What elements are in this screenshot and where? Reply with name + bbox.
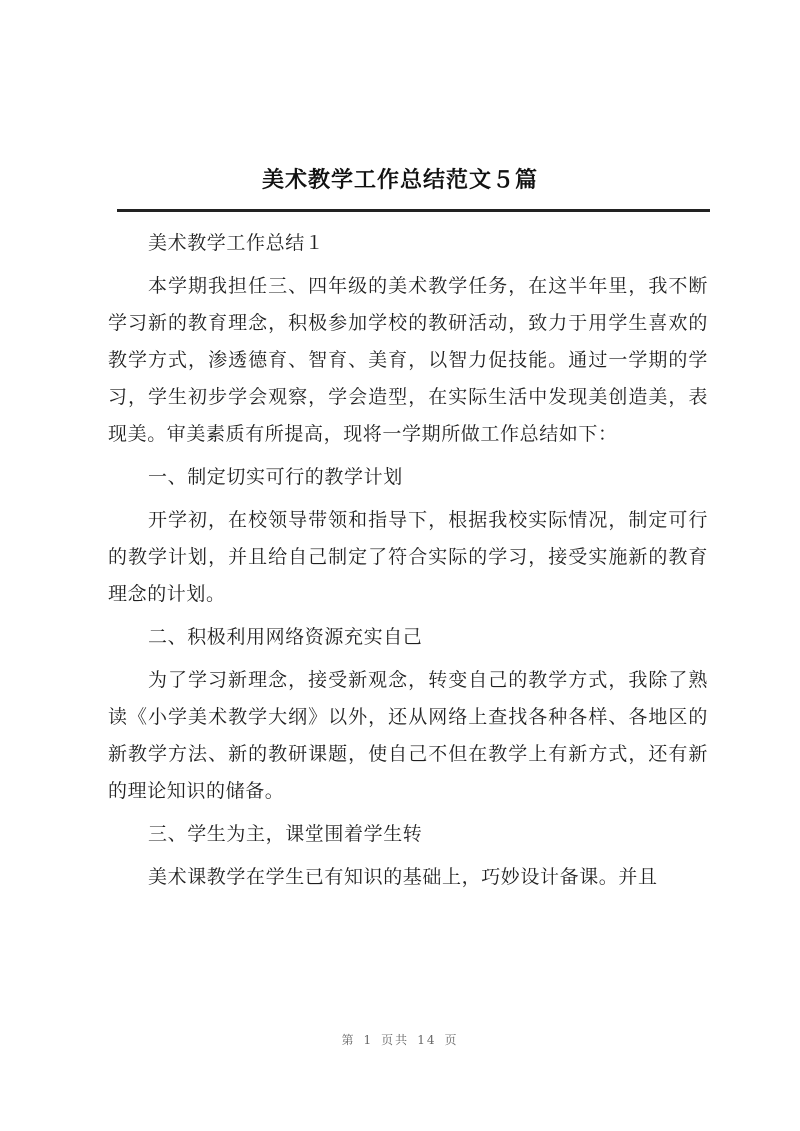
document-title: 美术教学工作总结范文５篇 [261,167,538,193]
page-footer [0,1031,800,1048]
section-heading: 三、学生为主，课堂围着学生转 [148,823,423,845]
page-number: 1 [363,1033,374,1047]
document-body [108,225,708,902]
section-heading: 美术教学工作总结１ [148,232,325,254]
body-paragraph: 开学初，在校领导带领和指导下，根据我校实际情况，制定可行的教学计划，并且给自己制定了符合实际的学习，接受实施新的教育理念的计划。 [108,509,708,605]
page-label-suffix: 页 [444,1033,459,1047]
section-heading: 一、制定切实可行的教学计划 [148,466,403,488]
section-heading: 二、积极利用网络资源充实自己 [148,626,423,648]
body-paragraph: 美术课教学在学生已有知识的基础上，巧妙设计备课。并且 [148,866,658,888]
body-paragraph: 本学期我担任三、四年级的美术教学任务，在这半年里，我不断学习新的教育理念，积极参加学校的教研活动，致力于用学生喜欢的教学方式，渗透德育、智育、美育，以智力促技能。通过一学期的学习，学生初步学会观察，学会造型，在实际生活中发现美创造美，表现美。审美素质有所提高，现将一学期所做工作总结如下： [108,275,708,445]
page-label-prefix: 第 [341,1033,356,1047]
title-underline [117,209,710,212]
page-label-middle: 页共 [381,1033,410,1047]
body-paragraph: 为了学习新理念，接受新观念，转变自己的教学方式，我除了熟读《小学美术教学大纲》以外，还从网络上查找各种各样、各地区的新教学方法、新的教研课题，使自己不但在教学上有新方式，还有新的理论知识的储备。 [108,669,708,802]
total-pages: 14 [417,1033,437,1047]
